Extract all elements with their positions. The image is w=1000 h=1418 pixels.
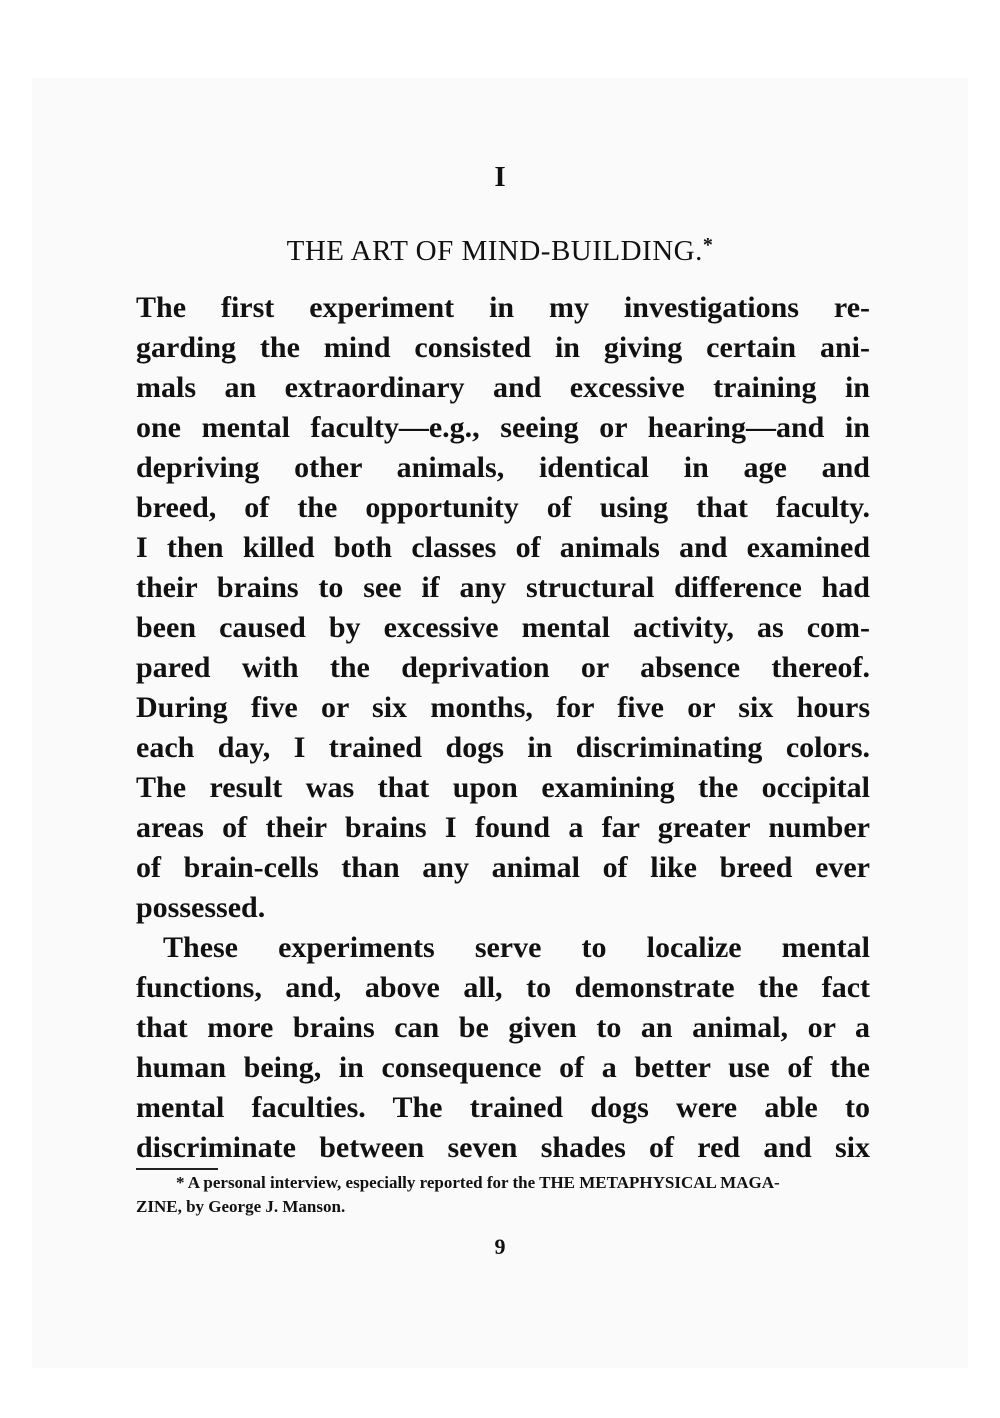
- text-line: These experiments serve to localize mental: [163, 931, 870, 964]
- text-line: human being, in consequence of a better use of the: [136, 1051, 870, 1084]
- text-line: mals an extraordinary and excessive training in: [136, 371, 870, 404]
- text-line: of brain-cells than any animal of like breed ever: [136, 851, 870, 884]
- page-number: 9: [494, 1234, 506, 1259]
- chapter-number: I: [494, 161, 506, 193]
- text-line: functions, and, above all, to demonstrate the fact: [136, 971, 870, 1004]
- body-text: [136, 288, 870, 1168]
- text-line: breed, of the opportunity of using that faculty.: [136, 491, 870, 524]
- footnote: [136, 1171, 876, 1219]
- text-line: their brains to see if any structural difference had: [136, 571, 870, 604]
- text-line: During five or six months, for five or six hours: [136, 691, 870, 724]
- text-line: depriving other animals, identical in age and: [136, 451, 870, 484]
- text-line: each day, I trained dogs in discriminating colors.: [136, 731, 870, 764]
- footnote-marker: *: [702, 234, 714, 256]
- footnote-line: * A personal interview, especially reported for the THE METAPHYSICAL MAGA-: [176, 1173, 780, 1192]
- text-line: that more brains can be given to an animal, or a: [136, 1011, 870, 1044]
- text-line: areas of their brains I found a far greater number: [136, 811, 870, 844]
- text-line: possessed.: [136, 891, 266, 924]
- text-line: I then killed both classes of animals and examined: [136, 531, 870, 564]
- text-line: garding the mind consisted in giving certain ani-: [136, 331, 870, 364]
- text-line: pared with the deprivation or absence thereof.: [136, 651, 870, 684]
- text-line: The first experiment in my investigations re-: [136, 291, 870, 324]
- chapter-title: [0, 228, 1000, 268]
- text-line: discriminate between seven shades of red and six: [136, 1131, 870, 1164]
- footnote-rule: [136, 1168, 218, 1170]
- text-line: one mental faculty—e.g., seeing or hearing—and in: [136, 411, 870, 444]
- text-line: been caused by excessive mental activity, as com-: [136, 611, 870, 644]
- text-line: mental faculties. The trained dogs were able to: [136, 1091, 870, 1124]
- chapter-title-text: THE ART OF MIND-BUILDING.: [286, 235, 703, 267]
- footnote-line: ZINE, by George J. Manson.: [136, 1197, 346, 1216]
- text-line: The result was that upon examining the occipital: [136, 771, 870, 804]
